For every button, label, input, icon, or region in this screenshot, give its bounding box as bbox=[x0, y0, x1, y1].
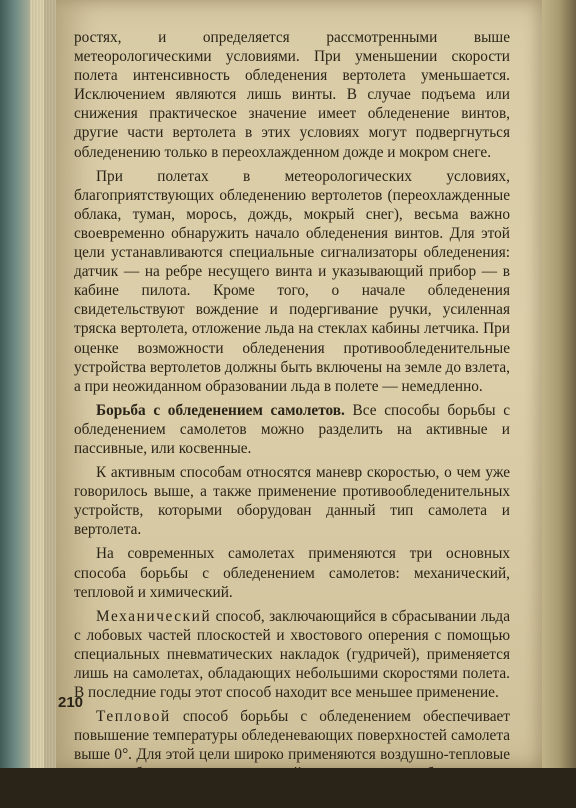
paragraph-1 bbox=[74, 28, 510, 162]
paragraph-6-text: способ, заключающийся в сбрасывании льда с лобовых частей плоскостей и хвостового оперения с помощью специальных пневматических накладок (гудричей), применяется лишь на самолетах, обладающих небольшими скоростями полета. В последние годы этот способ находит все меньшее применение. bbox=[74, 607, 510, 702]
paragraph-3-text: Все способы борьбы с обледенением самолетов можно разделить на активные и пассивные, или косвенные. bbox=[74, 401, 510, 457]
section-heading: Борьба с обледенением самолетов. bbox=[96, 401, 345, 419]
paragraph-4 bbox=[74, 463, 510, 539]
spaced-term-mechanical: Механический bbox=[96, 607, 212, 625]
paragraph-4-text: К активным способам относятся маневр скоростью, о чем уже говорилось выше, а также применение противообледенительных устройств, которыми оборудован данный тип самолета и вертолета. bbox=[74, 464, 510, 539]
paragraph-2-text: При полетах в метеорологических условиях, благоприятствующих обледенению вертолетов (переохлажденные облака, туман, морось, дождь, мокрый снег), весьма важно своевременно обнаружить начало обледенения винтов. Для этой цели устанавливаются специальные сигнализаторы обледенения: датчик — на ребре несущего винта и указывающий прибор — в кабине пилота. Кроме того, о начале обледенения свидетельствуют вождение и подергивание ручки, усиленная тряска вертолета, отложение льда на стеклах кабины летчика. При оценке возможности обледенения противообледенительные устройства вертолетов должны быть включены на земле до взлета, а при неожиданном образовании льда в полете — немедленно. bbox=[74, 167, 510, 395]
book-page bbox=[56, 0, 542, 802]
paragraph-1-text: ростях, и определяется рассмотренными выше метеорологическими условиями. При уменьшении скорости полета интенсивность обледенения вертолета уменьшается. Исключением являются лишь винты. В случае подъема или снижения практическое значение имеет обледенение винтов, другие части вертолета в этих условиях могут подвергнуться обледенению только в переохлажденном дожде и мокром снеге. bbox=[74, 29, 510, 161]
paragraph-5 bbox=[74, 544, 510, 601]
paragraph-6 bbox=[74, 607, 510, 702]
paragraph-2 bbox=[74, 167, 510, 396]
paragraph-7 bbox=[74, 707, 510, 802]
paragraph-3 bbox=[74, 401, 510, 458]
paragraph-7-text: способ борьбы с обледенением обеспечивает повышение температуры обледеневающих поверхностей самолета выше 0°. Для этой цели широко применяются воздушно-тепловые противообледенительные устройства, которые обеспечивают необходимый bbox=[74, 708, 510, 802]
paragraph-5-text: На современных самолетах применяются три основных способа борьбы с обледенением самолетов: механический, тепловой и химический. bbox=[74, 545, 510, 601]
spaced-term-thermal: Тепловой bbox=[96, 708, 171, 726]
page-text bbox=[74, 28, 510, 808]
page-number: 210 bbox=[58, 694, 84, 711]
